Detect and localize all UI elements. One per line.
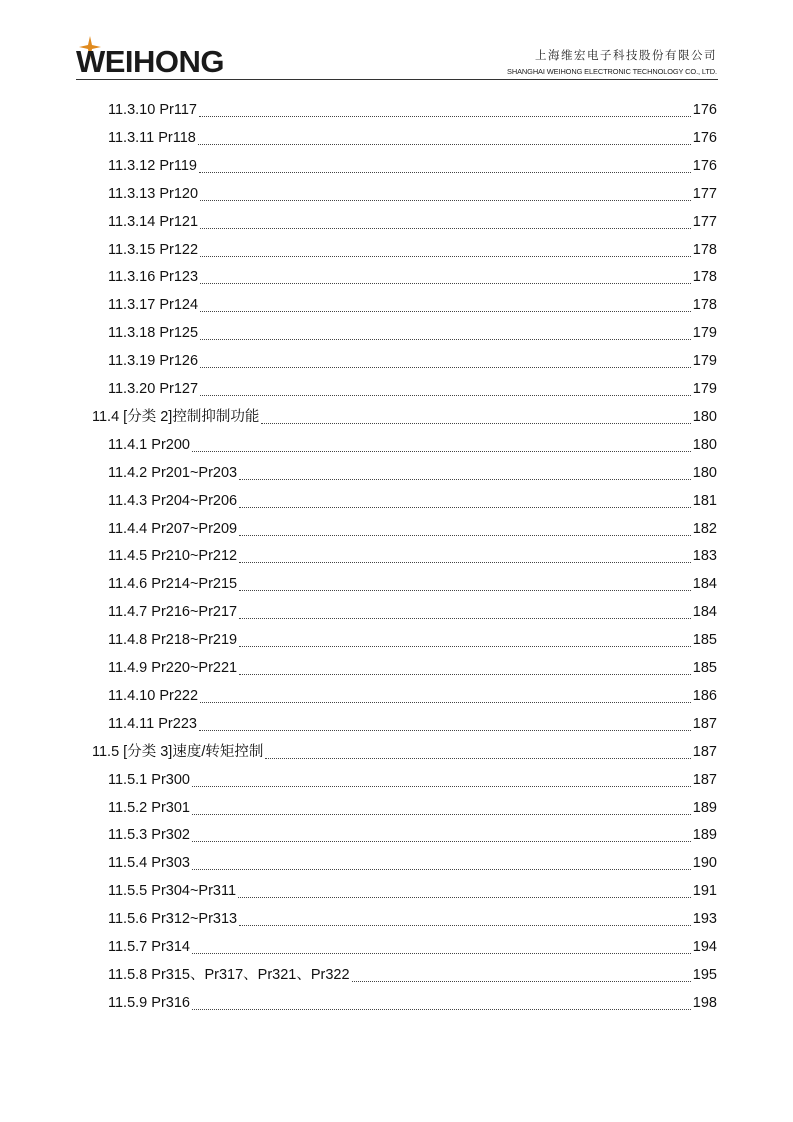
toc-page-number: 191 [692,883,717,900]
toc-page-number: 180 [692,464,717,481]
toc-dot-leader [198,143,691,145]
toc-subsection-entry[interactable] [108,961,717,989]
toc-entry-title: 11.4.11 Pr223 [108,715,197,732]
toc-entry-title: 11.3.17 Pr124 [108,297,199,314]
toc-entry-title: 11.5.4 Pr303 [108,855,190,872]
toc-entry-title: 11.4.1 Pr200 [108,436,190,453]
toc-entry-title: 11.4.5 Pr210~Pr212 [108,548,238,565]
toc-page-number: 180 [692,436,717,453]
toc-dot-leader [192,1008,691,1010]
toc-dot-leader [261,422,690,424]
toc-subsection-entry[interactable] [108,849,717,877]
toc-page-number: 181 [692,492,717,509]
toc-dot-leader [352,980,691,982]
toc-dot-leader [239,924,691,926]
toc-entry-title: 11.5.2 Pr301 [108,799,190,816]
toc-entry-title: 11.4.10 Pr222 [108,687,199,704]
toc-subsection-entry[interactable] [108,291,717,319]
toc-entry-title: 11.5.7 Pr314 [108,939,190,955]
toc-dot-leader [200,701,691,703]
toc-dot-leader [239,589,691,591]
toc-subsection-entry[interactable] [108,487,717,515]
toc-page-number: 176 [692,102,717,118]
toc-subsection-entry[interactable] [108,794,717,822]
logo-wordmark: WEIHONG [76,44,225,79]
toc-subsection-entry[interactable] [108,263,717,291]
toc-dot-leader [239,478,691,480]
toc-dot-leader [239,617,691,619]
toc-subsection-entry[interactable] [108,682,717,710]
toc-page-number: 185 [692,632,717,649]
toc-entry-title: 11.5.9 Pr316 [108,994,190,1011]
toc-subsection-entry[interactable] [108,152,717,180]
toc-subsection-entry[interactable] [108,375,717,403]
toc-entry-title: 11.3.15 Pr122 [108,241,199,258]
toc-entry-title: 11.3.16 Pr123 [108,269,199,286]
toc-subsection-entry[interactable] [108,598,717,626]
toc-subsection-entry[interactable] [108,989,717,1017]
toc-dot-leader [192,952,691,954]
toc-entry-title: 11.4.7 Pr216~Pr217 [108,604,238,621]
toc-page-number: 187 [692,715,717,732]
toc-dot-leader [239,673,691,675]
toc-entry-title: 11.3.12 Pr119 [108,157,197,174]
toc-page-number: 184 [692,604,717,621]
toc-subsection-entry[interactable] [108,821,717,849]
toc-subsection-entry[interactable] [108,431,717,459]
toc-dot-leader [200,338,691,340]
toc-page-number: 178 [692,241,717,258]
toc-dot-leader [200,394,691,396]
toc-dot-leader [199,171,691,173]
toc-entry-title: 11.3.14 Pr121 [108,213,199,230]
toc-subsection-entry[interactable] [108,542,717,570]
toc-entry-title: 11.4.6 Pr214~Pr215 [108,576,238,593]
page-header [0,0,793,82]
toc-entry-title: 11.4 [分类 2]控制抑制功能 [92,408,260,425]
toc-entry-title: 11.3.11 Pr118 [108,129,196,146]
toc-page-number: 190 [692,855,717,872]
toc-dot-leader [239,561,691,563]
toc-subsection-entry[interactable] [108,236,717,264]
toc-dot-leader [200,227,691,229]
toc-page-number: 176 [692,129,717,146]
toc-subsection-entry[interactable] [108,459,717,487]
toc-page-number: 194 [692,939,717,955]
toc-entry-title: 11.5.3 Pr302 [108,827,190,844]
toc-page-number: 176 [692,157,717,174]
toc-entry-title: 11.5.8 Pr315、Pr317、Pr321、Pr322 [108,966,350,983]
toc-page-number: 177 [692,185,717,202]
toc-subsection-entry[interactable] [108,180,717,208]
toc-dot-leader [200,310,691,312]
toc-page-number: 189 [692,827,717,844]
toc-entry-title: 11.3.13 Pr120 [108,185,199,202]
toc-entry-title: 11.5 [分类 3]速度/转矩控制 [92,743,264,760]
toc-entry-title: 11.5.5 Pr304~Pr311 [108,883,237,900]
toc-entry-title: 11.4.2 Pr201~Pr203 [108,464,238,481]
toc-dot-leader [239,506,691,508]
toc-page-number: 179 [692,353,717,370]
toc-page-number: 184 [692,576,717,593]
toc-page-number: 193 [692,911,717,928]
toc-dot-leader [200,282,691,284]
toc-subsection-entry[interactable] [108,319,717,347]
toc-subsection-entry[interactable] [108,124,717,152]
toc-dot-leader [200,255,691,257]
header-divider [76,79,718,80]
toc-section-entry[interactable] [92,738,717,766]
toc-page-number: 179 [692,381,717,397]
toc-dot-leader [239,645,691,647]
toc-page-number: 187 [692,771,717,788]
toc-dot-leader [192,785,691,787]
toc-subsection-entry[interactable] [108,905,717,933]
toc-dot-leader [239,534,691,536]
toc-dot-leader [200,199,691,201]
toc-dot-leader [192,840,691,842]
toc-page-number: 183 [692,548,717,565]
toc-dot-leader [192,868,691,870]
toc-dot-leader [192,450,691,452]
toc-dot-leader [200,366,691,368]
toc-page-number: 189 [692,799,717,816]
toc-subsection-entry[interactable] [108,626,717,654]
toc-page-number: 195 [692,966,717,983]
toc-subsection-entry[interactable] [108,877,717,905]
toc-subsection-entry[interactable] [108,710,717,738]
toc-entry-title: 11.4.8 Pr218~Pr219 [108,632,238,649]
toc-subsection-entry[interactable] [108,96,717,124]
toc-subsection-entry[interactable] [108,933,717,961]
toc-entry-title: 11.4.9 Pr220~Pr221 [108,660,238,676]
toc-page-number: 186 [692,687,717,704]
toc-dot-leader [238,896,691,898]
toc-subsection-entry[interactable] [108,347,717,375]
toc-page-number: 198 [692,994,717,1011]
toc-subsection-entry[interactable] [108,766,717,794]
toc-entry-title: 11.3.19 Pr126 [108,353,199,370]
toc-dot-leader [265,757,690,759]
toc-subsection-entry[interactable] [108,515,717,543]
toc-entry-title: 11.5.6 Pr312~Pr313 [108,911,238,928]
toc-page-number: 180 [692,408,717,425]
toc-entry-title: 11.3.20 Pr127 [108,381,199,397]
toc-page-number: 182 [692,520,717,537]
toc-page-number: 179 [692,325,717,342]
toc-entry-title: 11.5.1 Pr300 [108,771,190,788]
toc-dot-leader [199,729,691,731]
toc-subsection-entry[interactable] [108,208,717,236]
toc-page-number: 185 [692,660,717,676]
toc-entry-title: 11.3.10 Pr117 [108,102,197,118]
toc-entry-title: 11.3.18 Pr125 [108,325,199,342]
company-name-chinese: 上海维宏电子科技股份有限公司 [535,48,717,62]
toc-subsection-entry[interactable] [108,570,717,598]
toc-entry-title: 11.4.4 Pr207~Pr209 [108,520,238,537]
toc-subsection-entry[interactable] [108,654,717,682]
toc-section-entry[interactable] [92,403,717,431]
toc-dot-leader [199,115,691,117]
toc-page-number: 187 [692,743,717,760]
toc-entry-title: 11.4.3 Pr204~Pr206 [108,492,238,509]
toc-page-number: 178 [692,297,717,314]
toc-page-number: 178 [692,269,717,286]
toc-page-number: 177 [692,213,717,230]
toc-dot-leader [192,813,691,815]
company-name-english: SHANGHAI WEIHONG ELECTRONIC TECHNOLOGY CO., LTD. [507,67,717,76]
